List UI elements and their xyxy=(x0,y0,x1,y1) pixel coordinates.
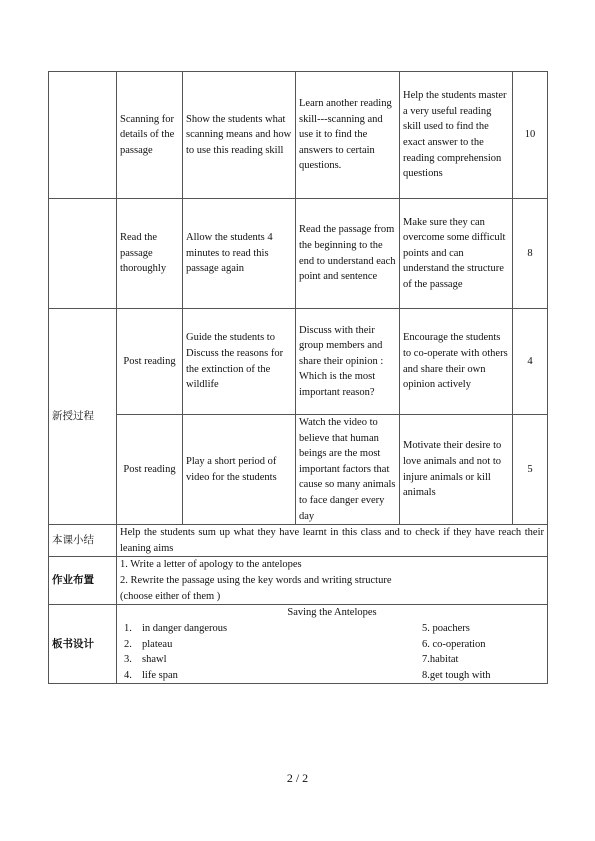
step-name: Post reading xyxy=(117,415,183,525)
stage-cell-empty xyxy=(49,199,117,309)
board-term: 7.habitat xyxy=(422,654,459,666)
homework-content xyxy=(117,557,548,605)
teacher-activity: Play a short period of video for the students xyxy=(183,415,296,525)
board-num: 1. xyxy=(124,622,132,634)
table-row xyxy=(49,199,548,309)
teacher-activity: Allow the students 4 minutes to read this passage again xyxy=(183,199,296,309)
board-term: plateau xyxy=(142,638,173,650)
teacher-activity: Show the students what scanning means and how to use this reading skill xyxy=(183,72,296,199)
summary-label: 本课小结 xyxy=(49,525,117,557)
time-minutes: 5 xyxy=(513,415,548,525)
board-label: 板书设计 xyxy=(49,605,117,684)
board-term: 6. co-operation xyxy=(422,638,486,650)
board-term: 8.get tough with xyxy=(422,669,491,681)
stage-cell-empty xyxy=(49,72,117,199)
step-name: Read the passage thoroughly xyxy=(117,199,183,309)
student-activity: Learn another reading skill---scanning and use it to find the answers to certain questions. xyxy=(296,72,400,199)
board-num: 3. xyxy=(124,654,132,666)
time-minutes: 4 xyxy=(513,309,548,415)
table-row xyxy=(49,72,548,199)
homework-label: 作业布置 xyxy=(49,557,117,605)
board-term: life span xyxy=(142,669,178,681)
step-name: Scanning for details of the passage xyxy=(117,72,183,199)
student-activity: Discuss with their group members and share their opinion : Which is the most important reason? xyxy=(296,309,400,415)
lesson-plan-table xyxy=(48,71,548,684)
student-activity: Watch the video to believe that human beings are the most important factors that cause so many animals to face danger every day xyxy=(296,415,400,525)
table-row xyxy=(49,415,548,525)
summary-text: Help the students sum up what they have learnt in this class and to check if they have reach their leaning aims xyxy=(117,525,548,557)
homework-row xyxy=(49,557,548,605)
activity-purpose: Encourage the students to co-operate with others and share their own opinion actively xyxy=(400,309,513,415)
homework-item: (choose either of them ) xyxy=(120,590,221,602)
time-minutes: 10 xyxy=(513,72,548,199)
board-num: 2. xyxy=(124,638,132,650)
board-term: shawl xyxy=(142,654,167,666)
activity-purpose: Help the students master a very useful reading skill used to find the exact answer to the reading comprehension questions xyxy=(400,72,513,199)
time-minutes: 8 xyxy=(513,199,548,309)
board-term: 5. poachers xyxy=(422,622,470,634)
table-row xyxy=(49,309,548,415)
board-line xyxy=(120,652,544,668)
teacher-activity: Guide the students to Discuss the reasons for the extinction of the wildlife xyxy=(183,309,296,415)
page-number: 2 / 2 xyxy=(286,771,309,785)
activity-purpose: Make sure they can overcome some difficult points and can understand the structure of the passage xyxy=(400,199,513,309)
student-activity: Read the passage from the beginning to the end to understand each point and sentence xyxy=(296,199,400,309)
step-name: Post reading xyxy=(117,309,183,415)
board-content xyxy=(117,605,548,684)
homework-item: 1. Write a letter of apology to the antelopes xyxy=(120,559,302,571)
board-num: 4. xyxy=(124,669,132,681)
board-line xyxy=(120,621,544,637)
board-title: Saving the Antelopes xyxy=(287,607,377,619)
activity-purpose: Motivate their desire to love animals and not to injure animals or kill animals xyxy=(400,415,513,525)
board-line xyxy=(120,668,544,684)
homework-item: 2. Rewrite the passage using the key words and writing structure xyxy=(120,575,392,587)
board-line xyxy=(120,637,544,653)
summary-row xyxy=(49,525,548,557)
board-row xyxy=(49,605,548,684)
stage-label: 新授过程 xyxy=(49,309,117,525)
board-term: in danger dangerous xyxy=(142,622,228,634)
